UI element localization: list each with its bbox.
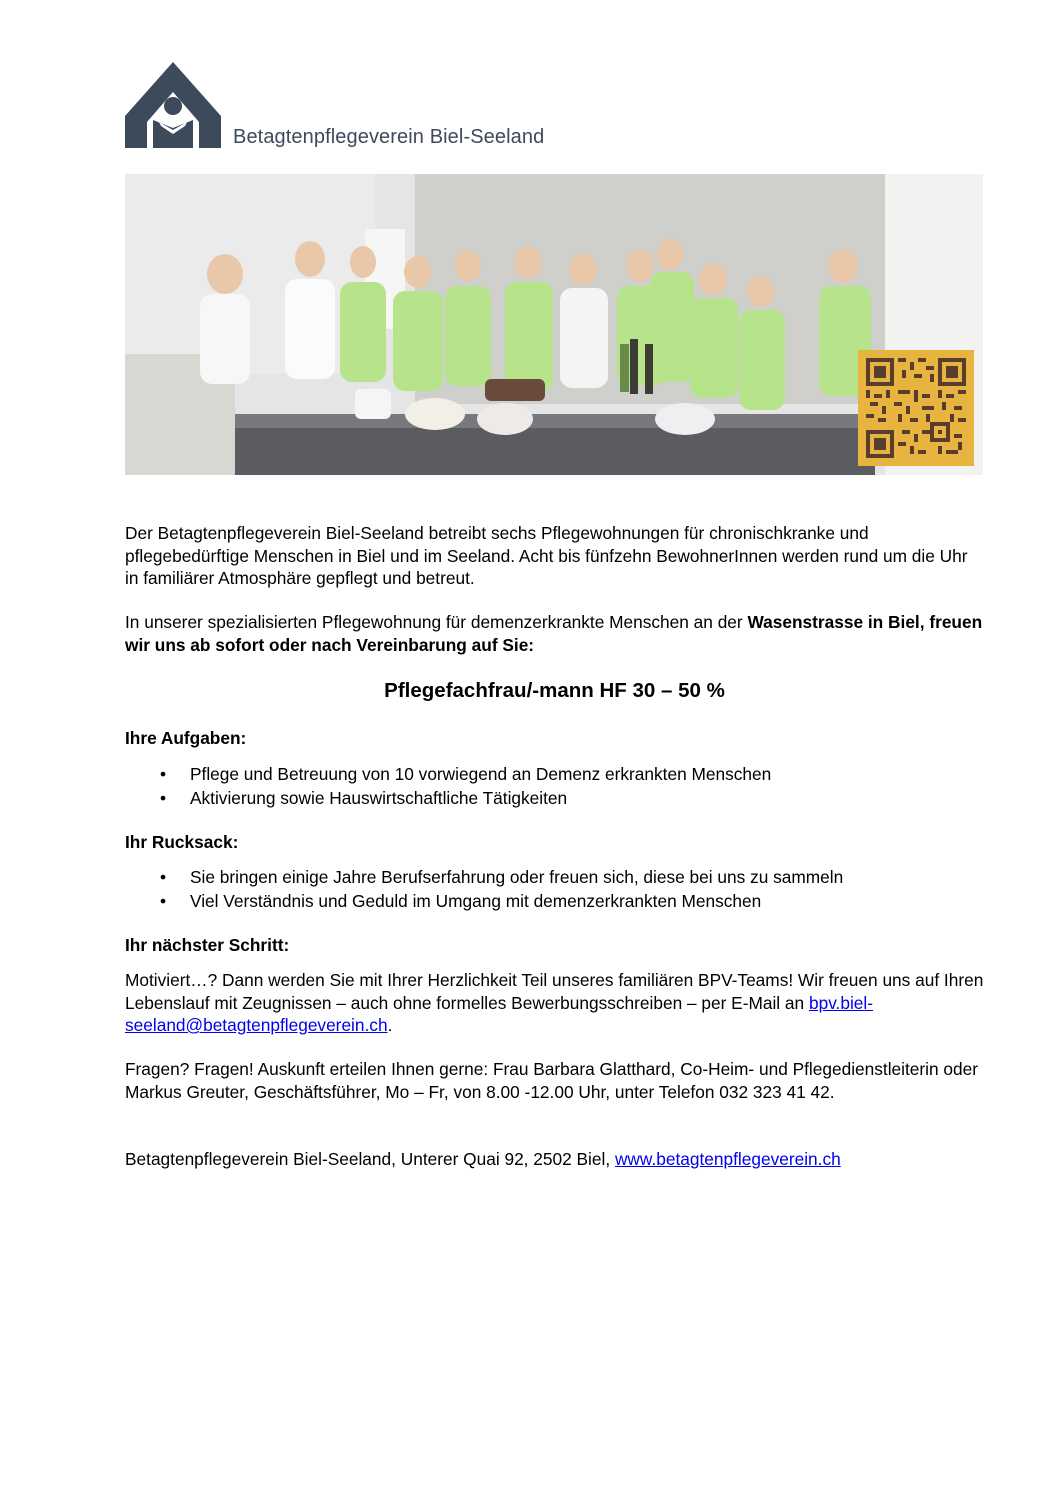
address-line (125, 1148, 985, 1171)
next-step-paragraph (125, 969, 985, 1037)
job-title: Pflegefachfrau/-mann HF 30 – 50 % (384, 679, 725, 702)
backpack-heading: Ihr Rucksack: (125, 832, 239, 852)
contact-paragraph: Fragen? Fragen! Auskunft erteilen Ihnen gerne: Frau Barbara Glatthard, Co-Heim- und Pflegedienstleiterin oder Markus Greuter, Geschäftsführer, Mo – Fr, von 8.00 -12.00 Uhr, unter Telefon 032 323 41 42. (125, 1059, 979, 1102)
list-item: • Pflege und Betreuung von 10 vorwiegend an Demenz erkrankten Menschen (125, 763, 771, 787)
list-item: • Viel Verständnis und Geduld im Umgang mit demenzerkrankten Menschen (125, 890, 843, 914)
address-text: Betagtenpflegeverein Biel-Seeland, Unterer Quai 92, 2502 Biel, (125, 1149, 615, 1169)
list-item: • Sie bringen einige Jahre Berufserfahrung oder freuen sich, diese bei uns zu sammeln (125, 866, 843, 890)
next-step-end: . (387, 1015, 393, 1035)
logo-icon (125, 62, 221, 148)
tasks-heading: Ihre Aufgaben: (125, 728, 247, 748)
location-bold-text: Wasenstrasse in Biel, freuen wir uns ab sofort oder nach Vereinbarung auf Sie: (125, 612, 983, 655)
backpack-list (125, 866, 843, 913)
next-step-text: Motiviert…? Dann werden Sie mit Ihrer Herzlichkeit Teil unseres familiären BPV-Teams! Wir freuen uns auf Ihren Lebenslauf mit Zeugnissen – auch ohne formelles Bewerbungsschreiben – per E-Mail an (125, 970, 984, 1013)
intro-paragraph: Der Betagtenpflegeverein Biel-Seeland betreibt sechs Pflegewohnungen für chronischkranke und pflegebedürftige Menschen in Biel und im Seeland. Acht bis fünfzehn BewohnerInnen werden rund um die Uhr in familiärer Atmosphäre gepflegt und betreut. (125, 523, 968, 588)
org-name: Betagtenpflegeverein Biel-Seeland (233, 126, 545, 148)
website-link[interactable]: www.betagtenpflegeverein.ch (614, 1149, 841, 1169)
qr-code (858, 350, 974, 466)
tasks-list (125, 763, 771, 810)
location-paragraph (125, 611, 985, 656)
next-step-heading: Ihr nächster Schritt: (125, 935, 290, 955)
list-item: • Aktivierung sowie Hauswirtschaftliche Tätigkeiten (125, 787, 771, 811)
email-link[interactable]: bpv.biel-seeland@betagtenpflegeverein.ch (125, 992, 874, 1035)
team-photo (125, 174, 983, 475)
location-text: In unserer spezialisierten Pflegewohnung für demenzerkrankte Menschen an der (125, 612, 748, 632)
